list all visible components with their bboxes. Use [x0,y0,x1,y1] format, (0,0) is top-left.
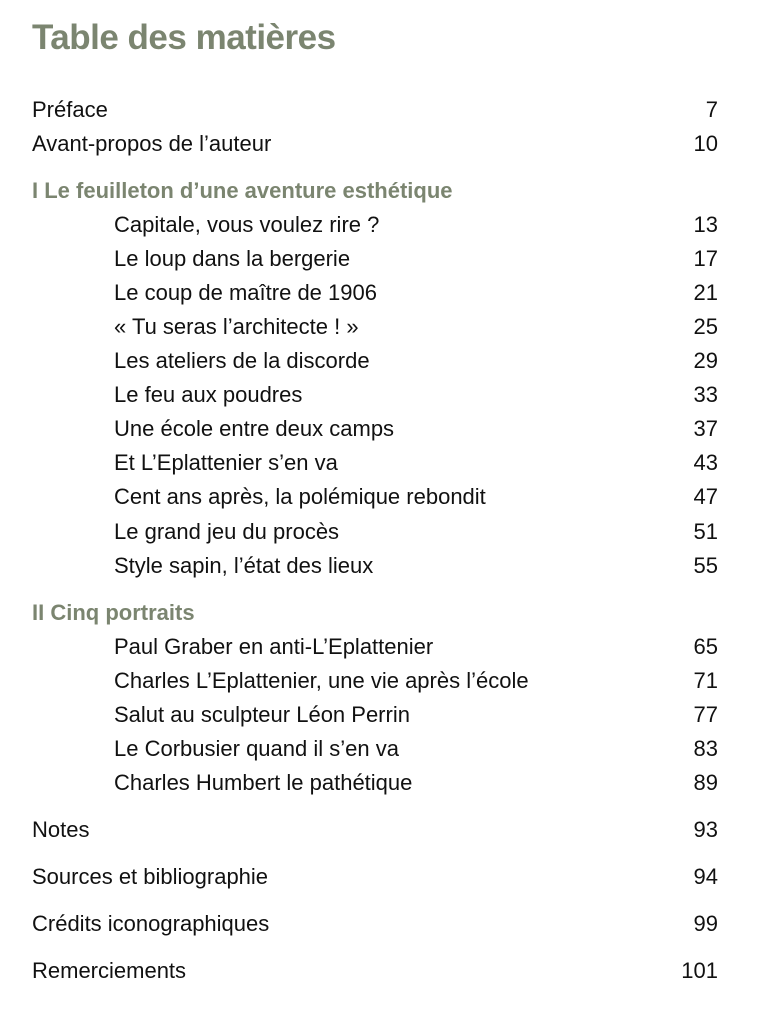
entry-page: 93 [693,817,718,842]
toc-entry[interactable] [32,954,764,988]
toc-entry[interactable] [32,664,764,698]
entry-page: 43 [693,450,718,475]
entry-label: Charles Humbert le pathétique [114,770,413,795]
entry-label: Style sapin, l’état des lieux [114,553,374,578]
toc-entry[interactable] [32,630,764,664]
toc-entry[interactable] [32,480,764,514]
toc-entry[interactable] [32,276,764,310]
entry-page: 101 [681,958,718,983]
toc-entry[interactable] [32,242,764,276]
entry-page: 94 [693,864,718,889]
entry-label: Le Corbusier quand il s’en va [114,736,399,761]
entry-page: 77 [693,702,718,727]
entry-label: Cent ans après, la polémique rebondit [114,484,486,509]
entry-label: Les ateliers de la discorde [114,348,370,373]
toc-entry[interactable] [32,732,764,766]
entry-page: 29 [693,348,718,373]
entry-label: Paul Graber en anti-L’Eplattenier [114,634,434,659]
toc-entry[interactable] [32,446,764,480]
entry-page: 7 [705,97,718,122]
entry-page: 65 [693,634,718,659]
page-title: Table des matières [32,18,336,57]
entry-label: Capitale, vous voulez rire ? [114,212,380,237]
toc-entry[interactable] [32,208,764,242]
toc-entry[interactable] [32,93,764,127]
toc-entry[interactable] [32,813,764,847]
entry-label: Et L’Eplattenier s’en va [114,450,338,475]
entry-label: Le loup dans la bergerie [114,246,351,271]
toc-entry[interactable] [32,310,764,344]
entry-page: 13 [693,212,718,237]
entry-page: 17 [693,246,718,271]
toc-entry[interactable] [32,378,764,412]
entry-page: 25 [693,314,718,339]
entry-label: Sources et bibliographie [32,864,269,889]
entry-page: 37 [693,416,718,441]
entry-page: 89 [693,770,718,795]
toc-entry[interactable] [32,860,764,894]
entry-page: 71 [693,668,718,693]
toc-entry[interactable] [32,344,764,378]
toc-entry[interactable] [32,127,764,161]
entry-label: « Tu seras l’architecte ! » [114,314,359,339]
entry-label: Le grand jeu du procès [114,519,340,544]
toc-entry[interactable] [32,766,764,800]
entry-label: Avant-propos de l’auteur [32,131,272,156]
entry-page: 55 [693,553,718,578]
entry-label: Salut au sculpteur Léon Perrin [114,702,410,727]
entry-page: 33 [693,382,718,407]
toc-entry[interactable] [32,907,764,941]
entry-page: 21 [693,280,718,305]
entry-page: 99 [693,911,718,936]
entry-label: Une école entre deux camps [114,416,395,441]
entry-page: 51 [693,519,718,544]
entry-label: Le coup de maître de 1906 [114,280,377,305]
entry-label: Crédits iconographiques [32,911,270,936]
entry-label: Préface [32,97,108,122]
toc-entry[interactable] [32,698,764,732]
entry-label: Notes [32,817,90,842]
toc-entry[interactable] [32,515,764,549]
toc-entry[interactable] [32,549,764,583]
entry-page: 10 [693,131,718,156]
entry-page: 47 [693,484,718,509]
toc-entry[interactable] [32,412,764,446]
entry-page: 83 [693,736,718,761]
part-heading: I Le feuilleton d’une aventure esthétique [32,178,453,203]
entry-label: Le feu aux poudres [114,382,303,407]
part-heading: II Cinq portraits [32,600,195,625]
entry-label: Charles L’Eplattenier, une vie après l’école [114,668,529,693]
entry-label: Remerciements [32,958,187,983]
